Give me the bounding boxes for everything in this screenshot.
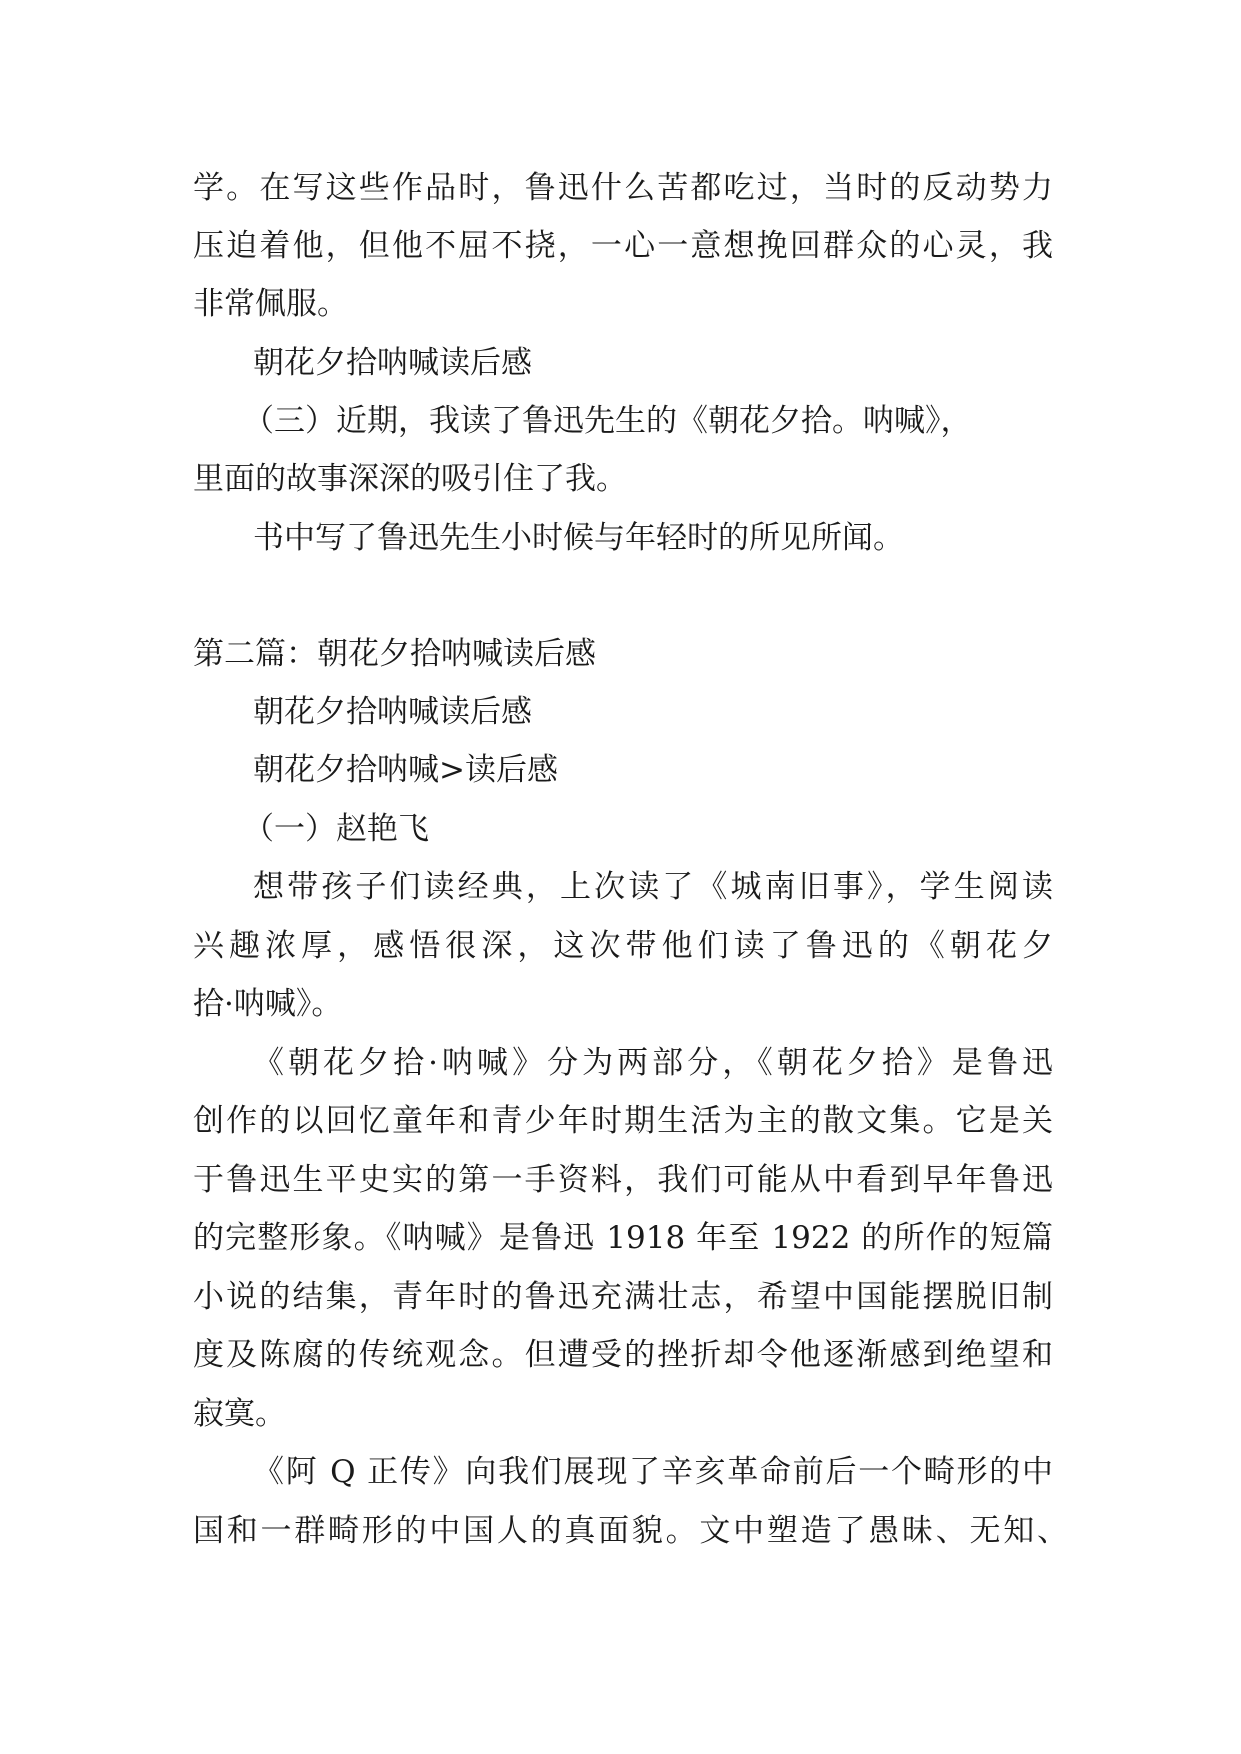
paragraph-line: 度及陈腐的传统观念。但遭受的挫折却令他逐渐感到绝望和	[193, 1337, 1053, 1373]
paragraph-line: 国和一群畸形的中国人的真面貌。文中塑造了愚昧、无知、	[193, 1513, 1068, 1549]
paragraph-line: 想带孩子们读经典，上次读了《城南旧事》，学生阅读	[253, 869, 1053, 905]
paragraph-line: 兴趣浓厚，感悟很深，这次带他们读了鲁迅的《朝花夕	[193, 928, 1053, 964]
paragraph-line: 的完整形象。《呐喊》是鲁迅 1918 年至 1922 的所作的短篇	[193, 1220, 1053, 1256]
chapter-heading: 第二篇：朝花夕拾呐喊读后感	[193, 636, 596, 672]
paragraph-line: 拾·呐喊》。	[193, 986, 343, 1022]
paragraph-line: 非常佩服。	[193, 286, 348, 322]
section-heading: 朝花夕拾呐喊>读后感	[253, 752, 558, 788]
paragraph-line: 《阿 Q 正传》向我们展现了辛亥革命前后一个畸形的中	[253, 1454, 1053, 1490]
paragraph-line: 寂寞。	[193, 1396, 286, 1432]
paragraph-line: 《朝花夕拾·呐喊》分为两部分，《朝花夕拾》是鲁迅	[253, 1045, 1053, 1081]
section-heading: 朝花夕拾呐喊读后感	[253, 694, 532, 730]
paragraph-line: 书中写了鲁迅先生小时候与年轻时的所见所闻。	[253, 520, 904, 556]
paragraph-line: 创作的以回忆童年和青少年时期生活为主的散文集。它是关	[193, 1103, 1053, 1139]
section-heading: 朝花夕拾呐喊读后感	[253, 345, 532, 381]
paragraph-line: 学。在写这些作品时，鲁迅什么苦都吃过，当时的反动势力	[193, 170, 1053, 206]
paragraph-line: 压迫着他，但他不屈不挠，一心一意想挽回群众的心灵，我	[193, 228, 1053, 264]
paragraph-line: 里面的故事深深的吸引住了我。	[193, 461, 627, 497]
paragraph-line: 于鲁迅生平史实的第一手资料，我们可能从中看到早年鲁迅	[193, 1162, 1053, 1198]
paragraph-line: （三）近期，我读了鲁迅先生的《朝花夕拾。呐喊》，	[243, 403, 972, 439]
paragraph-line: 小说的结集，青年时的鲁迅充满壮志，希望中国能摆脱旧制	[193, 1279, 1053, 1315]
author-line: （一）赵艳飞	[243, 811, 429, 847]
